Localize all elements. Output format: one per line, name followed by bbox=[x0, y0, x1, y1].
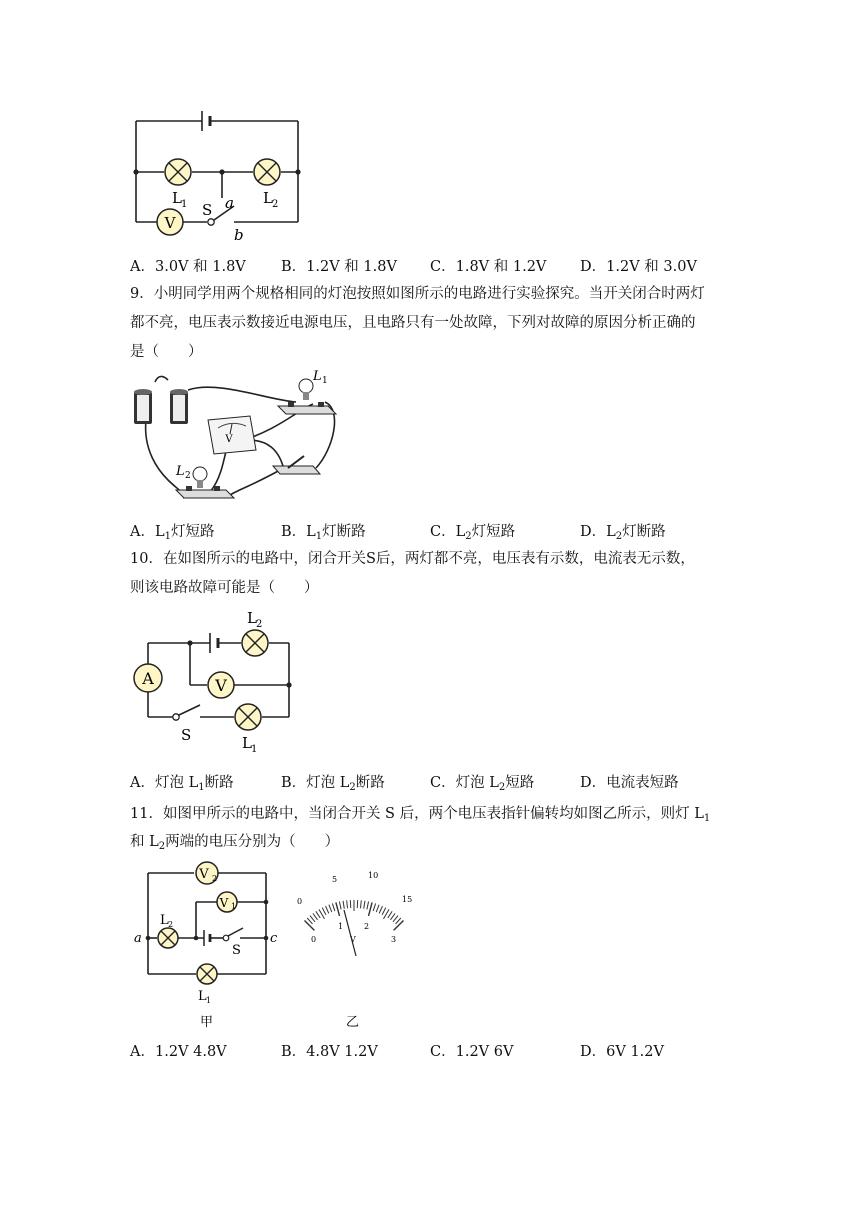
dial-tick bbox=[329, 905, 332, 912]
node-c-label: c bbox=[270, 931, 278, 946]
q10-option-c[interactable]: C．灯泡 $L_2$短路 bbox=[430, 775, 535, 793]
q8-option-a[interactable]: A．3.0V 和 1.8V bbox=[130, 259, 246, 275]
voltmeter-label: V bbox=[225, 434, 233, 445]
L2-label: L bbox=[263, 189, 273, 207]
dial-outer-5: 5 bbox=[332, 875, 338, 884]
dial-tick bbox=[364, 901, 365, 909]
q10-option-b[interactable]: B．灯泡 $L_2$断路 bbox=[281, 775, 385, 793]
dial-tick bbox=[313, 913, 318, 919]
dial-tick bbox=[368, 902, 372, 916]
dial-tick bbox=[379, 906, 382, 913]
L1-label: L bbox=[313, 370, 322, 384]
q11-stem-line-1: 11．如图甲所示的电路中，当闭合开关 S 后，两个电压表指针偏转均如图乙所示，则灯 $L_1$ bbox=[130, 806, 711, 824]
svg-text:2: 2 bbox=[185, 471, 191, 481]
L2-label: L bbox=[160, 913, 169, 928]
q8-option-d[interactable]: D．1.2V 和 3.0V bbox=[580, 259, 697, 275]
switch-pivot bbox=[223, 935, 229, 941]
dial-scale bbox=[305, 900, 404, 930]
dial-tick bbox=[360, 900, 361, 908]
dial-outer-0: 0 bbox=[297, 897, 303, 906]
svg-text:2: 2 bbox=[256, 619, 263, 630]
switch-label: S bbox=[181, 726, 192, 744]
q11-option-d[interactable]: D．6V 1.2V bbox=[580, 1044, 664, 1060]
dial-tick bbox=[367, 902, 369, 910]
q10-option-a[interactable]: A．灯泡 $L_1$断路 bbox=[130, 775, 234, 793]
battery-icon bbox=[134, 389, 152, 424]
dial-inner-1: 1 bbox=[338, 922, 344, 931]
q8-option-c[interactable]: C．1.8V 和 1.2V bbox=[430, 259, 547, 275]
dial-outer-10: 10 bbox=[368, 871, 379, 880]
L2-label: L bbox=[247, 609, 257, 627]
voltmeter-label: V bbox=[164, 214, 176, 232]
switch-label: S bbox=[202, 201, 213, 219]
q8-option-b[interactable]: B．1.2V 和 1.8V bbox=[281, 259, 397, 275]
dial-unit-label: V bbox=[350, 935, 356, 944]
dial-inner-2: 2 bbox=[364, 922, 370, 931]
svg-text:1: 1 bbox=[251, 744, 258, 755]
dial-tick bbox=[347, 900, 348, 908]
q9-stem-line-2: 都不亮，电压表示数接近电源电压，且电路只有一处故障，下列对故障的原因分析正确的 bbox=[130, 315, 696, 331]
dial-outer-15: 15 bbox=[402, 895, 413, 904]
dial-tick bbox=[382, 908, 386, 915]
q9-stem-line-3: 是（ ） bbox=[130, 344, 203, 360]
q9-circuit-photo bbox=[128, 370, 363, 512]
q11-stem-line-2: 和 $L_2$两端的电压分别为（ ） bbox=[130, 834, 340, 852]
q11-option-b[interactable]: B．4.8V 1.2V bbox=[281, 1044, 378, 1060]
node-a-label: a bbox=[134, 931, 142, 946]
V1-label: V bbox=[219, 896, 229, 910]
svg-text:1: 1 bbox=[181, 199, 188, 210]
q10-circuit-figure bbox=[128, 605, 303, 760]
switch-pivot bbox=[173, 714, 179, 720]
svg-text:1: 1 bbox=[206, 996, 212, 1005]
dial-needle bbox=[344, 910, 356, 956]
L1-label: L bbox=[198, 989, 207, 1004]
dial-inner-3: 3 bbox=[391, 935, 397, 944]
q10-stem-line-2: 则该电路故障可能是（ ） bbox=[130, 580, 319, 596]
dial-tick bbox=[376, 905, 379, 912]
svg-text:2: 2 bbox=[168, 920, 174, 929]
q8-circuit-figure bbox=[128, 100, 318, 245]
dial-tick bbox=[390, 913, 395, 919]
svg-text:1: 1 bbox=[231, 902, 237, 911]
q11-option-a[interactable]: A．1.2V 4.8V bbox=[130, 1044, 227, 1060]
q9-stem-line-1: 9．小明同学用两个规格相同的灯泡按照如图所示的电路进行实验探究。当开关闭合时两灯 bbox=[130, 286, 705, 302]
dial-tick bbox=[339, 902, 341, 910]
terminal-b-label: b bbox=[234, 226, 244, 244]
figure-caption-jia: 甲 bbox=[200, 1015, 214, 1030]
q10-option-d[interactable]: D．电流表短路 bbox=[580, 775, 679, 791]
L2-label: L bbox=[176, 464, 185, 479]
svg-text:1: 1 bbox=[322, 376, 328, 386]
terminal-a-label: a bbox=[225, 194, 234, 212]
q10-stem-line-1: 10．在如图所示的电路中，闭合开关S后，两灯都不亮，电压表有示数，电流表无示数， bbox=[130, 551, 695, 567]
q11-circuit-figure-jia bbox=[128, 858, 288, 1033]
switch-pivot bbox=[208, 219, 214, 225]
battery-icon bbox=[170, 389, 188, 424]
switch-blade bbox=[179, 705, 200, 715]
V2-label: V bbox=[199, 867, 209, 882]
L1-label: L bbox=[172, 189, 182, 207]
ammeter-label: A bbox=[142, 669, 154, 688]
dial-tick bbox=[332, 903, 334, 911]
dial-tick bbox=[310, 916, 315, 922]
dial-tick bbox=[336, 902, 340, 916]
dial-tick bbox=[388, 911, 392, 918]
dial-tick bbox=[394, 921, 404, 931]
dial-inner-0: 0 bbox=[311, 935, 317, 944]
q9-option-c[interactable]: C．$L_2$灯短路 bbox=[430, 524, 516, 542]
q11-option-c[interactable]: C．1.2V 6V bbox=[430, 1044, 514, 1060]
figure-caption-yi: 乙 bbox=[346, 1015, 360, 1030]
svg-text:2: 2 bbox=[212, 874, 218, 883]
q9-option-a[interactable]: A．$L_1$灯短路 bbox=[130, 524, 215, 542]
q11-voltmeter-dial-yi bbox=[290, 862, 425, 1032]
q9-option-d[interactable]: D．$L_2$灯断路 bbox=[580, 524, 666, 542]
dial-tick bbox=[305, 921, 315, 931]
dial-tick bbox=[343, 901, 344, 909]
switch-label: S bbox=[232, 943, 241, 958]
svg-text:2: 2 bbox=[272, 199, 279, 210]
dial-tick bbox=[322, 908, 326, 915]
q9-option-b[interactable]: B．$L_1$灯断路 bbox=[281, 524, 366, 542]
dial-tick bbox=[316, 911, 320, 918]
dial-tick bbox=[326, 906, 329, 913]
switch-blade bbox=[228, 928, 243, 936]
L1-label: L bbox=[242, 734, 252, 752]
dial-tick bbox=[373, 903, 375, 911]
voltmeter-label: V bbox=[215, 676, 227, 695]
dial-tick bbox=[393, 916, 398, 922]
